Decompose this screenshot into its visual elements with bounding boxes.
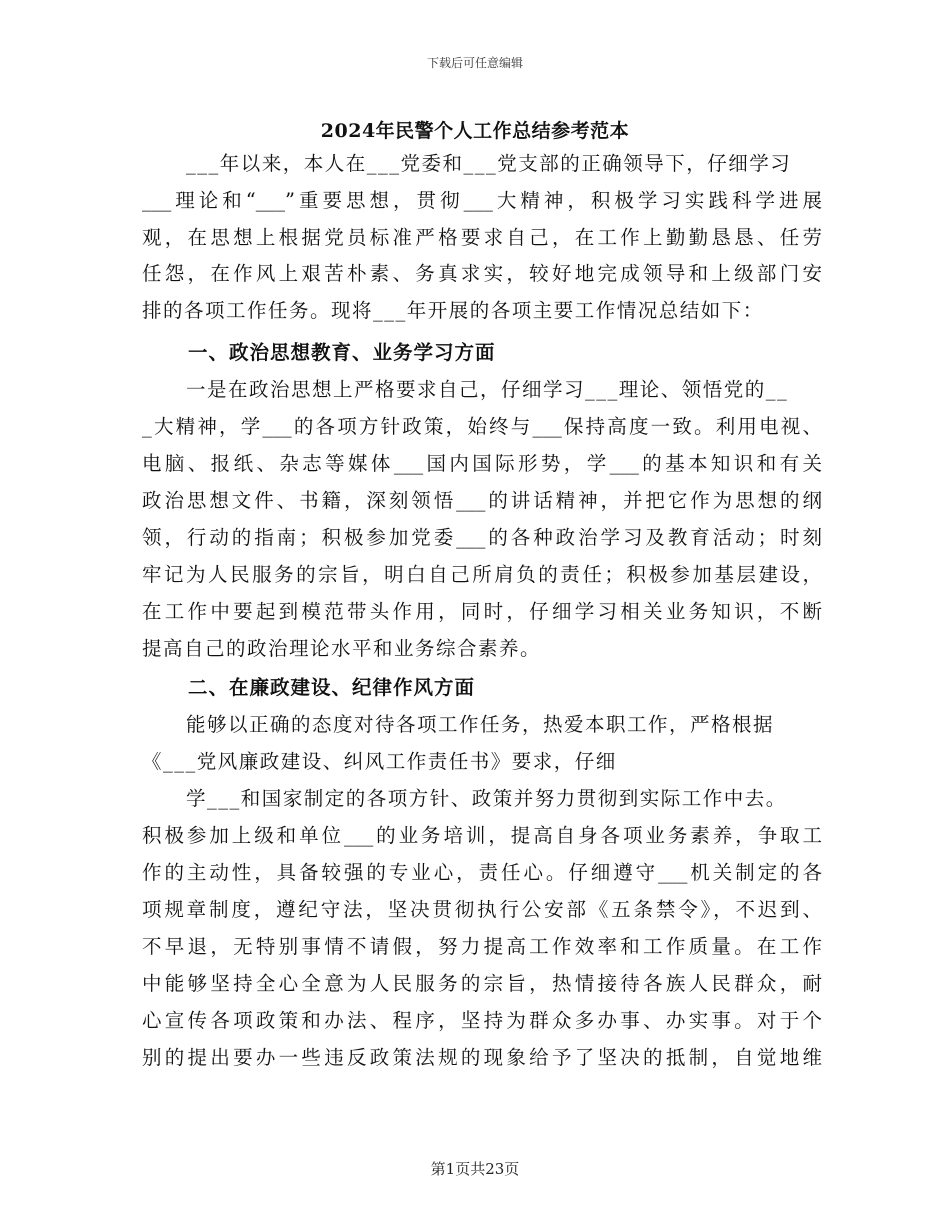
paragraph-line: ___理论和“___”重要思想，贯彻___大精神，积极学习实践科学进展 — [142, 189, 822, 212]
paragraph-line: 作的主动性，具备较强的专业心，责任心。仔细遵守___机关制定的各 — [142, 861, 822, 884]
paragraph-line: ___年以来，本人在___党委和___党支部的正确领导下，仔细学习 — [186, 152, 792, 175]
page-number-footer: 第1页共23页 — [430, 1160, 520, 1178]
paragraph-line: 电脑、报纸、杂志等媒体___国内国际形势，学___的基本知识和有关 — [142, 452, 822, 475]
paragraph-line: 任怨，在作风上艰苦朴素、务真求实，较好地完成领导和上级部门安 — [142, 262, 822, 285]
paragraph-line: 积极参加上级和单位___的业务培训，提高自身各项业务素养，争取工 — [142, 824, 822, 847]
section-heading-2: 二、在廉政建设、纪律作风方面 — [188, 676, 476, 699]
paragraph-line: _大精神，学___的各项方针政策，始终与___保持高度一致。利用电视、 — [142, 415, 822, 438]
paragraph-line: 中能够坚持全心全意为人民服务的宗旨，热情接待各族人民群众，耐 — [142, 972, 822, 995]
paragraph-line: 能够以正确的态度对待各项工作任务，热爱本职工作，严格根据 — [186, 713, 775, 736]
paragraph-line: 《___党风廉政建设、纠风工作责任书》要求，仔细 — [142, 750, 617, 773]
paragraph-line: 排的各项工作任务。现将___年开展的各项主要工作情况总结如下： — [142, 299, 764, 322]
paragraph-line: 提高自己的政治理论水平和业务综合素养。 — [142, 637, 542, 660]
paragraph-line: 学___和国家制定的各项方针、政策并努力贯彻到实际工作中去。 — [186, 787, 787, 810]
paragraph-line: 在工作中要起到模范带头作用，同时，仔细学习相关业务知识，不断 — [142, 600, 822, 623]
paragraph-line: 政治思想文件、书籍，深刻领悟___的讲话精神，并把它作为思想的纲 — [142, 489, 822, 512]
paragraph-line: 别的提出要办一些违反政策法规的现象给予了坚决的抵制，自觉地维 — [142, 1046, 822, 1069]
paragraph-line: 领，行动的指南；积极参加党委___的各种政治学习及教育活动；时刻 — [142, 526, 822, 549]
paragraph-line: 心宣传各项政策和办法、程序，坚持为群众多办事、办实事。对于个 — [142, 1009, 822, 1032]
section-heading-1: 一、政治思想教育、业务学习方面 — [188, 341, 496, 364]
paragraph-line: 牢记为人民服务的宗旨，明白自己所肩负的责任；积极参加基层建设， — [142, 563, 822, 586]
paragraph-line: 观，在思想上根据党员标准严格要求自己，在工作上勤勤恳恳、任劳 — [142, 226, 822, 249]
paragraph-line: 一是在政治思想上严格要求自己，仔细学习___理论、领悟党的__ — [186, 378, 789, 401]
paragraph-line: 项规章制度，遵纪守法，坚决贯彻执行公安部《五条禁令》，不迟到、 — [142, 898, 822, 921]
page-header-note: 下载后可任意编辑 — [426, 56, 523, 70]
document-title: 2024年民警个人工作总结参考范本 — [320, 120, 630, 142]
paragraph-line: 不早退，无特别事情不请假，努力提高工作效率和工作质量。在工作 — [142, 935, 822, 958]
